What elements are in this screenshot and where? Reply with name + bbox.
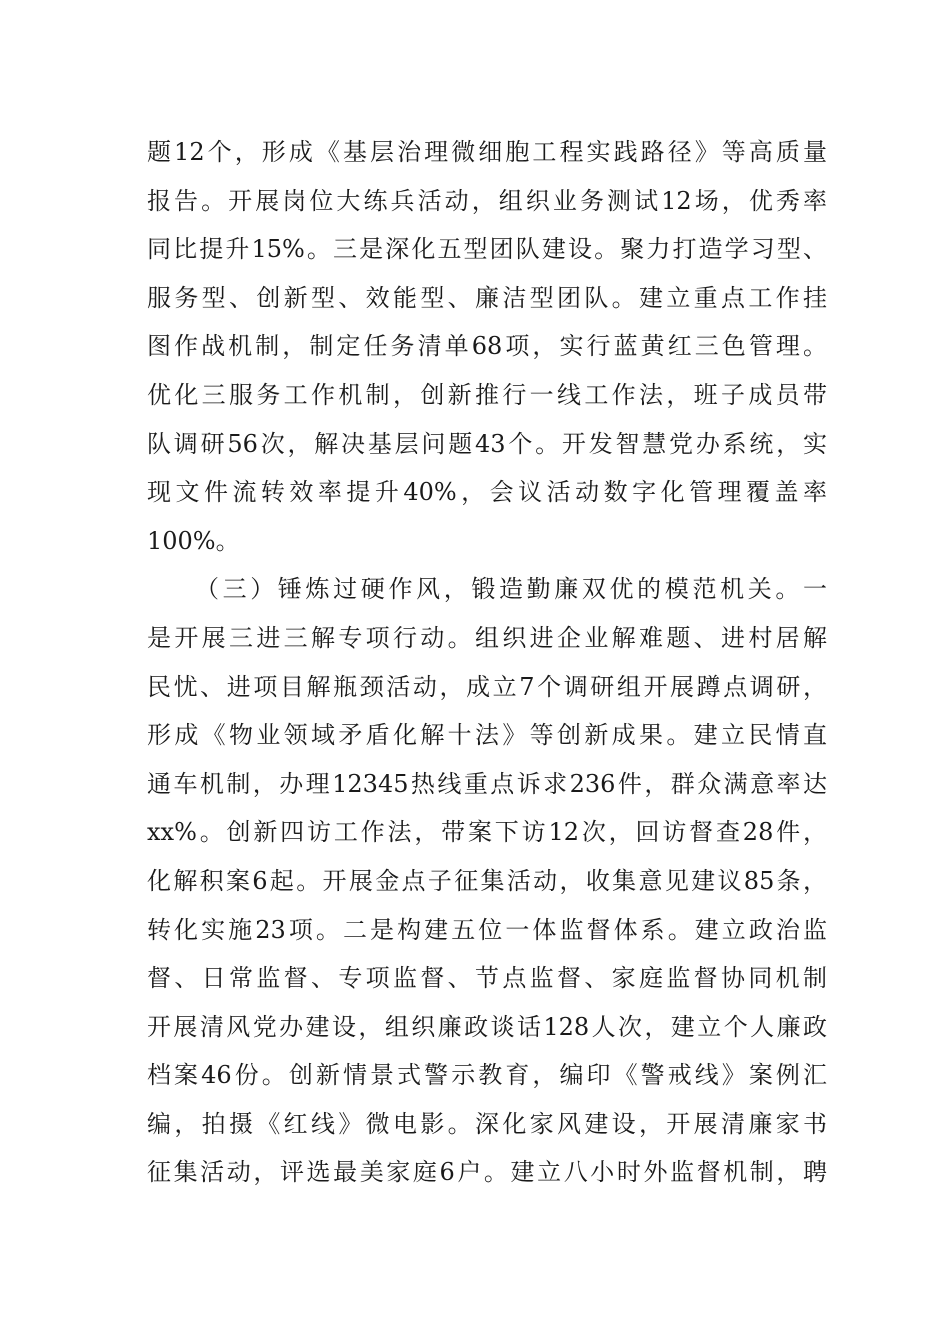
text-line: xx%。创新四访工作法，带案下访12次，回访督查28件， <box>147 818 827 847</box>
text-line: 服务型、创新型、效能型、廉洁型团队。建立重点工作挂 <box>147 283 827 312</box>
document-body-text <box>147 128 827 1197</box>
text-line: 转化实施23项。二是构建五位一体监督体系。建立政治监 <box>147 915 827 944</box>
text-line: 通车机制，办理12345热线重点诉求236件，群众满意率达 <box>147 769 827 798</box>
text-line: 民忧、进项目解瓶颈活动，成立7个调研组开展蹲点调研， <box>147 672 827 701</box>
text-line: 队调研56次，解决基层问题43个。开发智慧党办系统，实 <box>147 429 827 458</box>
text-line: 是开展三进三解专项行动。组织进企业解难题、进村居解 <box>147 623 827 652</box>
text-line: 100%。 <box>147 526 240 555</box>
text-line: 档案46份。创新情景式警示教育，编印《警戒线》案例汇 <box>147 1061 827 1090</box>
text-line: 优化三服务工作机制，创新推行一线工作法，班子成员带 <box>147 380 827 409</box>
text-line: 图作战机制，制定任务清单68项，实行蓝黄红三色管理。 <box>147 332 827 361</box>
text-line: 化解积案6起。开展金点子征集活动，收集意见建议85条， <box>147 866 827 895</box>
text-line: 题12个，形成《基层治理微细胞工程实践路径》等高质量 <box>147 138 827 166</box>
text-line: 形成《物业领域矛盾化解十法》等创新成果。建立民情直 <box>147 721 827 750</box>
text-line: 同比提升15%。三是深化五型团队建设。聚力打造学习型、 <box>147 235 827 264</box>
text-line: （三）锤炼过硬作风，锻造勤廉双优的模范机关。一 <box>195 575 827 604</box>
text-line: 征集活动，评选最美家庭6户。建立八小时外监督机制，聘 <box>147 1158 827 1187</box>
text-line: 报告。开展岗位大练兵活动，组织业务测试12场，优秀率 <box>147 186 827 215</box>
text-line: 督、日常监督、专项监督、节点监督、家庭监督协同机制 <box>147 964 827 993</box>
text-line: 编，拍摄《红线》微电影。深化家风建设，开展清廉家书 <box>147 1109 827 1138</box>
text-line: 现文件流转效率提升40%，会议活动数字化管理覆盖率 <box>147 478 827 507</box>
text-line: 开展清风党办建设，组织廉政谈话128人次，建立个人廉政 <box>147 1012 827 1041</box>
